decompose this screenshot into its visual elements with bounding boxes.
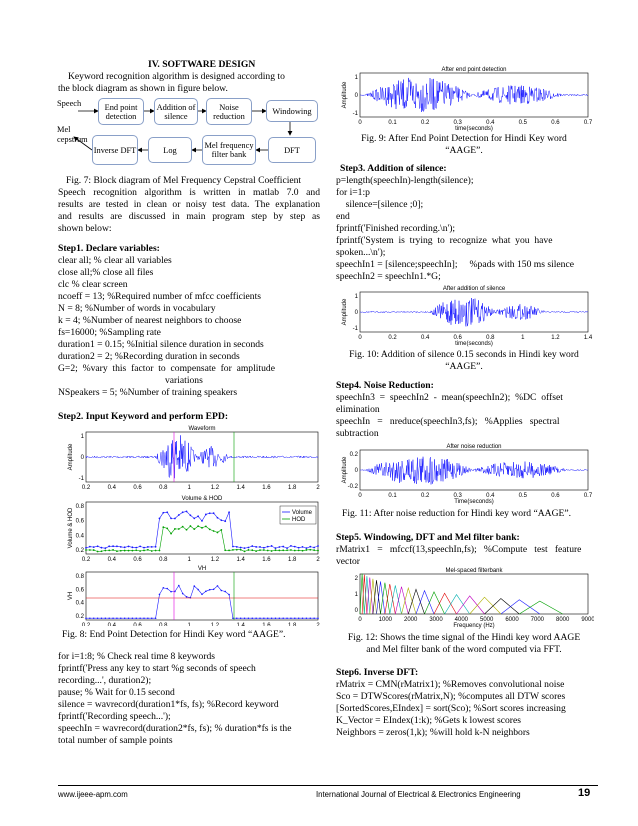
fig9-xtick-label: 0.5	[518, 120, 528, 126]
fig11-xtick-label: 0.3	[453, 493, 462, 499]
fig12-xtick-label: 8000	[555, 617, 570, 623]
inverse-dft-block: Inverse DFT	[92, 135, 138, 165]
fig11-ytick-label: -0.2	[347, 484, 358, 490]
step5-heading: Step5. Windowing, DFT and Mel filter bank:	[336, 532, 520, 543]
fig8-vh-ytick-label: 0.4	[75, 600, 84, 607]
step6-heading: Step6. Inverse DFT:	[336, 667, 419, 678]
fig11-title: After noise reduction	[446, 444, 502, 450]
fig12-xtick-label: 4000	[454, 617, 469, 623]
fig9-xtick-label: 0.3	[453, 120, 462, 126]
fig8-vh-ytick-label: 0.6	[75, 587, 84, 594]
step3-code: p=length(speechIn)-length(silence); for i=1:p silence=[silence ;0]; end fprintf('Finished recording.\n'); fprintf('System is trying to recognize what you have spoken...\n'); speechIn1 = [silence;speechIn]; %pads with 150 ms silence speechIn2 = speechIn1.*G;	[336, 175, 574, 282]
end-point-detection-block: End point detection	[98, 98, 144, 125]
fig9-caption: Fig. 9: After End Point Detection for Hindi Key word “AAGE”.	[361, 133, 567, 156]
fig10-ytick-label: -1	[352, 326, 358, 332]
fig12-plot	[334, 566, 594, 630]
fig12-xtick-label: 2000	[403, 617, 418, 623]
fig8-waveform-xtick-label: 0.2	[81, 485, 91, 491]
fig8-volume-xtick-label: 0.8	[159, 557, 168, 563]
mel-filter-bank-block: Mel frequency filter bank	[202, 135, 256, 165]
fig8-legend-hod: HOD	[292, 517, 306, 523]
fig9-ytick-label: -1	[352, 111, 358, 117]
fig8-waveform-ytick-label: 0	[80, 455, 84, 461]
block-diagram	[56, 95, 324, 175]
fig12-xtick-label: 0	[358, 617, 362, 623]
fig8-waveform-xtick-label: 1.4	[236, 485, 245, 491]
fig9-ytick-label: 1	[354, 75, 358, 81]
fig12-xtick-label: 9000	[581, 617, 594, 623]
footer-rule	[58, 785, 598, 786]
fig12-xlabel: Frequency (Hz)	[453, 623, 495, 629]
fig8-caption: Fig. 8: End Point Detection for Hindi Key word “AAGE”.	[62, 629, 286, 640]
mel-cepstrum-label: Mel cepstrum	[57, 125, 88, 144]
intro-line-1: Keyword recognition algorithm is designed according to	[68, 71, 285, 82]
fig7-caption: Fig. 7: Block diagram of Mel Frequency Cepstral Coefficient	[66, 175, 302, 186]
fig8-vh-xtick-label: 0.2	[81, 623, 91, 626]
fig8-vh-xtick-label: 1	[187, 623, 191, 626]
fig12-xtick-label: 7000	[530, 617, 545, 623]
fig8-legend-volume: Volume	[292, 510, 313, 516]
fig11-plot	[334, 442, 594, 506]
fig8-vh-xtick-label: 1.6	[262, 623, 271, 626]
fig10-ytick-label: 1	[354, 294, 358, 300]
fig9-ylabel: Amplitude	[342, 81, 348, 109]
fig8-vh-xtick-label: 0.4	[107, 623, 116, 626]
fig9	[334, 63, 594, 133]
fig8-vh-xtick-label: 2	[316, 623, 320, 626]
fig11-xtick-label: 0.4	[486, 493, 495, 499]
fig8-volume-xtick-label: 1.2	[210, 557, 220, 563]
fig8-waveform-xtick-label: 0.4	[107, 485, 116, 491]
fig8-vh-ytick-label: 0.2	[75, 614, 84, 620]
step3-heading: Step3. Addition of silence:	[340, 163, 447, 174]
footer-journal: International Journal of Electrical & Electronics Engineering	[316, 790, 521, 799]
fig11-ytick-label: 0.2	[349, 452, 358, 458]
fig12-title: Mel-spaced filterbank	[445, 568, 503, 574]
fig10-xlabel: time(seconds)	[455, 341, 493, 347]
windowing-block: Windowing	[266, 100, 318, 122]
fig10-plot	[334, 284, 594, 348]
fig12-xtick-label: 3000	[429, 617, 443, 623]
fig10-xtick-label: 0.6	[453, 335, 462, 341]
para-after-fig7: Speech recognition algorithm is written in matlab 7.0 and results are tested in clean or noisy test data. The explanation and results are discussed in main program step by step as shown below:	[58, 187, 320, 234]
fig8-waveform-xtick-label: 1	[187, 485, 191, 491]
fig9-ytick-label: 0	[354, 93, 358, 99]
fig8-volume-xtick-label: 1.4	[236, 557, 245, 563]
fig12-xtick-label: 5000	[479, 617, 494, 623]
fig9-xtick-label: 0.4	[486, 120, 495, 126]
fig10-title: After addition of silence	[442, 286, 506, 292]
fig8-volume-xtick-label: 2	[316, 557, 320, 563]
fig11	[334, 442, 594, 506]
fig10-xtick-label: 0.2	[388, 335, 397, 341]
step6-code: rMatrix = CMN(rMatrix1); %Removes convolutional noise Sco = DTWScores(rMatrix,N); %computes all DTW scores [SortedScores,EIndex] = sort(Sco); %Sort scores increasing K_Vector = EIndex(1:k); %Gets k lowest scores Neighbors = zeros(1,k); %will hold k-N neighbors	[336, 679, 566, 738]
dft-block: DFT	[268, 137, 316, 163]
fig10-xtick-label: 0.8	[486, 335, 495, 341]
fig8-waveform-xtick-label: 1.8	[288, 485, 297, 491]
fig8-vh-xtick-label: 1.4	[236, 623, 245, 626]
fig12-xtick-label: 1000	[378, 617, 393, 623]
fig10-caption: Fig. 10: Addition of silence 0.15 seconds in Hindi key word “AAGE”.	[349, 349, 579, 372]
fig8-volume-xtick-label: 1.6	[262, 557, 271, 563]
fig11-xtick-label: 0.1	[388, 493, 397, 499]
fig9-xtick-label: 0.2	[420, 120, 430, 126]
fig8-waveform-xtick-label: 1.6	[262, 485, 271, 491]
step5-code: rMatrix1 = mfccf(13,speechIn,fs); %Compute test feature vector	[336, 544, 582, 567]
fig8-volume-xtick-label: 0.6	[133, 557, 142, 563]
fig10-xtick-label: 1	[521, 335, 525, 341]
fig10-xtick-label: 1.4	[583, 335, 593, 341]
step1-code: clear all; % clear all variables close all;% close all files clc % clear screen ncoeff = 13; %Required number of mfcc coefficients N = 8; %Number of words in vocabulary k = 4; %Number of nearest neighbors to choose fs=16000; %Sampling rate duration1 = 0.15; %Initial silence duration in seconds duration2 = 2; %Recording duration in seconds G=2; %vary this factor to compensate for amplitude variations NSpeakers = 5; %Number of training speakers	[58, 255, 275, 398]
fig12-ytick-label: 1	[354, 592, 358, 598]
fig11-ytick-label: 0	[354, 468, 358, 474]
fig12-caption: Fig. 12: Shows the time signal of the Hindi key word AAGE and Mel filter bank of the word computed via FFT.	[347, 632, 581, 655]
fig8-waveform-xtick-label: 0.6	[133, 485, 142, 491]
fig8-volume-title: Volume & HOD	[181, 496, 223, 502]
fig9-plot	[334, 63, 594, 133]
fig10-ytick-label: 0	[354, 310, 358, 316]
step4-code: speechIn3 = speechIn2 - mean(speechIn2); %DC offset elimination speechIn = nreduce(speechIn3,fs); %Applies spectral subtraction	[336, 392, 563, 439]
fig12-xtick-label: 6000	[505, 617, 519, 623]
fig8-volume-ytick-label: 0.8	[75, 504, 84, 510]
log-block: Log	[148, 137, 192, 163]
fig9-xtick-label: 0.7	[583, 120, 593, 126]
section-title: IV. SOFTWARE DESIGN	[148, 59, 256, 70]
fig12-ytick-label: 2	[354, 576, 358, 582]
fig11-xtick-label: 0.7	[583, 493, 593, 499]
step2-heading: Step2. Input Keyword and perform EPD:	[58, 411, 229, 422]
fig11-xtick-label: 0	[358, 493, 362, 499]
fig8-volume-xtick-label: 1	[187, 557, 191, 563]
fig8-vh-axes-box	[86, 572, 318, 620]
fig8-waveform-ytick-label: -1	[78, 476, 84, 482]
fig8-volume-xtick-label: 1.8	[288, 557, 297, 563]
fig11-ylabel: Amplitude	[342, 456, 348, 484]
fig9-title: After end point detection	[441, 67, 507, 73]
fig8-vh-xtick-label: 0.8	[159, 623, 168, 626]
fig8-waveform-xtick-label: 2	[316, 485, 320, 491]
fig10-ylabel: Amplitude	[342, 298, 348, 326]
fig8-waveform-title: Waveform	[188, 426, 216, 432]
fig12-ytick-label: 0	[354, 608, 358, 614]
fig9-xlabel: time(seconds)	[455, 126, 493, 132]
fig11-xtick-label: 0.2	[420, 493, 430, 499]
fig8-waveform-xtick-label: 0.8	[159, 485, 168, 491]
fig11-xlabel: Time(seconds)	[454, 499, 494, 505]
addition-of-silence-block: Addition of silence	[154, 98, 198, 125]
fig11-caption: Fig. 11: After noise reduction for Hindi key word “AAGE”.	[342, 508, 572, 519]
fig8-vh-xtick-label: 0.6	[133, 623, 142, 626]
fig8-plots	[58, 422, 324, 626]
fig11-xtick-label: 0.5	[518, 493, 528, 499]
fig10-xtick-label: 0	[358, 335, 362, 341]
fig8-volume-ytick-label: 0.2	[75, 548, 84, 554]
fig8-waveform-ylabel: Amplitude	[68, 443, 74, 471]
fig9-xtick-label: 0.6	[551, 120, 560, 126]
step1-heading: Step1. Declare variables:	[58, 243, 160, 254]
fig8-volume-ylabel: Volume & HOD	[68, 507, 74, 549]
fig8	[58, 422, 324, 626]
fig12	[334, 566, 594, 630]
fig8-waveform-ytick-label: 1	[80, 434, 84, 440]
fig8-vh-ylabel: VH	[68, 591, 74, 601]
fig10	[334, 284, 594, 348]
speech-label: Speech	[57, 99, 82, 108]
fig10-xtick-label: 1.2	[551, 335, 560, 341]
fig8-volume-ytick-label: 0.4	[75, 533, 84, 540]
footer-url[interactable]: www.ijeee-apm.com	[58, 790, 128, 799]
step4-heading: Step4. Noise Reduction:	[336, 380, 434, 391]
intro-line-2: the block diagram as shown in figure below.	[58, 83, 228, 94]
fig8-volume-ytick-label: 0.6	[75, 518, 84, 525]
fig10-xtick-label: 0.4	[420, 335, 430, 341]
fig8-vh-xtick-label: 1.2	[210, 623, 220, 626]
noise-reduction-block: Noise reduction	[206, 98, 252, 125]
fig8-vh-xtick-label: 1.8	[288, 623, 297, 626]
fig9-xtick-label: 0	[358, 120, 362, 126]
fig8-volume-xtick-label: 0.2	[81, 557, 91, 563]
fig9-xtick-label: 0.1	[388, 120, 397, 126]
fig11-xtick-label: 0.6	[551, 493, 560, 499]
left-code-bottom: for i=1:8; % Check real time 8 keywords fprintf('Press any key to start %g seconds of speech recording...', duration2); pause; % Wait for 0.15 second silence = wavrecord(duration1*fs, fs); %Record keyword fprintf('Recording speech...'); speechIn = wavrecord(duration2*fs, fs); % duration*fs is the total number of sample points	[58, 651, 292, 746]
fig8-waveform-xtick-label: 1.2	[210, 485, 220, 491]
fig8-vh-title: VH	[197, 566, 207, 572]
fig8-volume-xtick-label: 0.4	[107, 557, 116, 563]
page-number: 19	[578, 787, 591, 799]
fig8-vh-ytick-label: 0.8	[75, 574, 84, 580]
